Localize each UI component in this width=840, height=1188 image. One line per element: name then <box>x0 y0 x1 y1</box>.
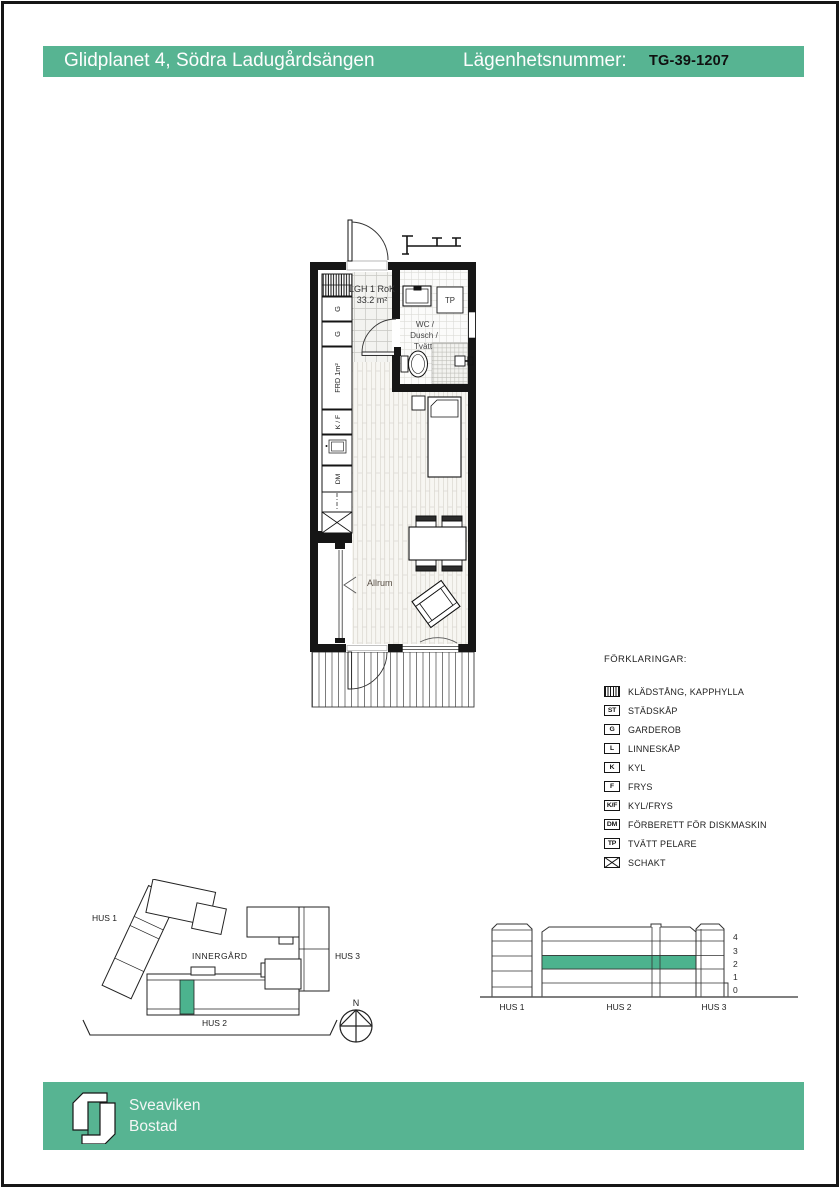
legend-item-garderob: G GARDEROB <box>604 720 829 739</box>
elevation-hus1 <box>492 924 532 997</box>
elevation-diagram <box>474 899 804 1019</box>
company-name <box>129 1096 201 1138</box>
unit-type-label: LGH 1 RoK <box>348 284 396 294</box>
site-courtyard-label: INNERGÅRD <box>192 951 248 961</box>
living-room-label: Allrum <box>367 578 393 588</box>
wardrobe2-label: G <box>333 331 342 337</box>
freezer-icon: F <box>604 781 620 792</box>
fridge-freezer-icon: K/F <box>604 800 620 811</box>
legend <box>604 654 829 872</box>
coat-rack-icon <box>604 686 620 697</box>
elevation-hus2-label: HUS 2 <box>606 1002 632 1012</box>
elevation-hus1-label: HUS 1 <box>499 1002 525 1012</box>
floor-number-0: 0 <box>733 985 738 995</box>
wc-sink <box>403 286 431 306</box>
nightstand <box>412 396 425 410</box>
living-floor-left <box>352 362 392 644</box>
fridge-freezer-label: K / F <box>335 414 342 430</box>
storage-label: FRD 1m² <box>333 363 342 393</box>
shaft-icon <box>604 857 620 868</box>
floor-number-3: 3 <box>733 946 738 956</box>
wardrobe-icon: G <box>604 724 620 735</box>
balcony-window <box>402 644 459 652</box>
wc-label-3: Tvätt <box>413 342 433 351</box>
apartment-number-label: Lägenhetsnummer: <box>463 50 627 71</box>
highlighted-floor <box>542 956 696 970</box>
legend-item-schakt: SCHAKT <box>604 853 829 872</box>
elevation-hus3 <box>696 924 724 997</box>
company-name-line1: Sveaviken <box>129 1097 201 1114</box>
linen-closet-icon: L <box>604 743 620 754</box>
legend-item-kyl: K KYL <box>604 758 829 777</box>
floor-plan <box>299 209 489 709</box>
wardrobe1-label: G <box>333 306 342 312</box>
floor-number-2: 2 <box>733 959 738 969</box>
unit-area-label: 33.2 m² <box>356 295 388 305</box>
footer-bar <box>43 1082 804 1150</box>
legend-item-kladstang: KLÄDSTÅNG, KAPPHYLLA <box>604 682 829 701</box>
shower-fixture <box>455 356 473 366</box>
floor-number-1: 1 <box>733 972 738 982</box>
site-hus3-label: HUS 3 <box>335 951 361 961</box>
legend-item-diskmaskin: DM FÖRBERETT FÖR DISKMASKIN <box>604 815 829 834</box>
header-bar <box>43 46 804 77</box>
entrance-door <box>346 220 388 271</box>
floor-number-4: 4 <box>733 932 738 942</box>
laundry-tower-icon: TP <box>604 838 620 849</box>
laundry-tower-label: TP <box>445 296 455 305</box>
document-page <box>1 1 839 1187</box>
balcony <box>312 652 474 707</box>
wall-niche <box>469 312 476 338</box>
legend-item-linneskap: L LINNESKÅP <box>604 739 829 758</box>
highlighted-unit <box>180 980 194 1014</box>
legend-title: FÖRKLARINGAR: <box>604 654 687 665</box>
table <box>409 527 466 560</box>
bed <box>428 397 461 477</box>
dishwasher-label: DM <box>335 473 342 485</box>
compass-north-label: N <box>352 998 360 1008</box>
legend-item-kylfrys: K/F KYL/FRYS <box>604 796 829 815</box>
compass <box>340 1010 372 1042</box>
project-title: Glidplanet 4, Södra Ladugårdsängen <box>64 50 375 71</box>
legend-item-tvattpelare: TP TVÄTT PELARE <box>604 834 829 853</box>
company-logo-icon <box>67 1090 121 1149</box>
dishwasher-icon: DM <box>604 819 620 830</box>
wc-label-1: WC / <box>415 320 435 329</box>
fridge-icon: K <box>604 762 620 773</box>
company-name-line2: Bostad <box>129 1117 178 1135</box>
elevation-hus3-label: HUS 3 <box>701 1002 727 1012</box>
apartment-number: TG-39-1207 <box>649 53 730 69</box>
legend-item-stadskap: ST STÄDSKÅP <box>604 701 829 720</box>
railing-symbol <box>402 236 461 254</box>
site-plan <box>79 879 389 1054</box>
site-hus1-label: HUS 1 <box>92 913 118 923</box>
cleaning-closet-icon: ST <box>604 705 620 716</box>
site-hus2-label: HUS 2 <box>202 1018 228 1028</box>
wc-label-2: Dusch / <box>410 331 438 340</box>
legend-item-frys: F FRYS <box>604 777 829 796</box>
